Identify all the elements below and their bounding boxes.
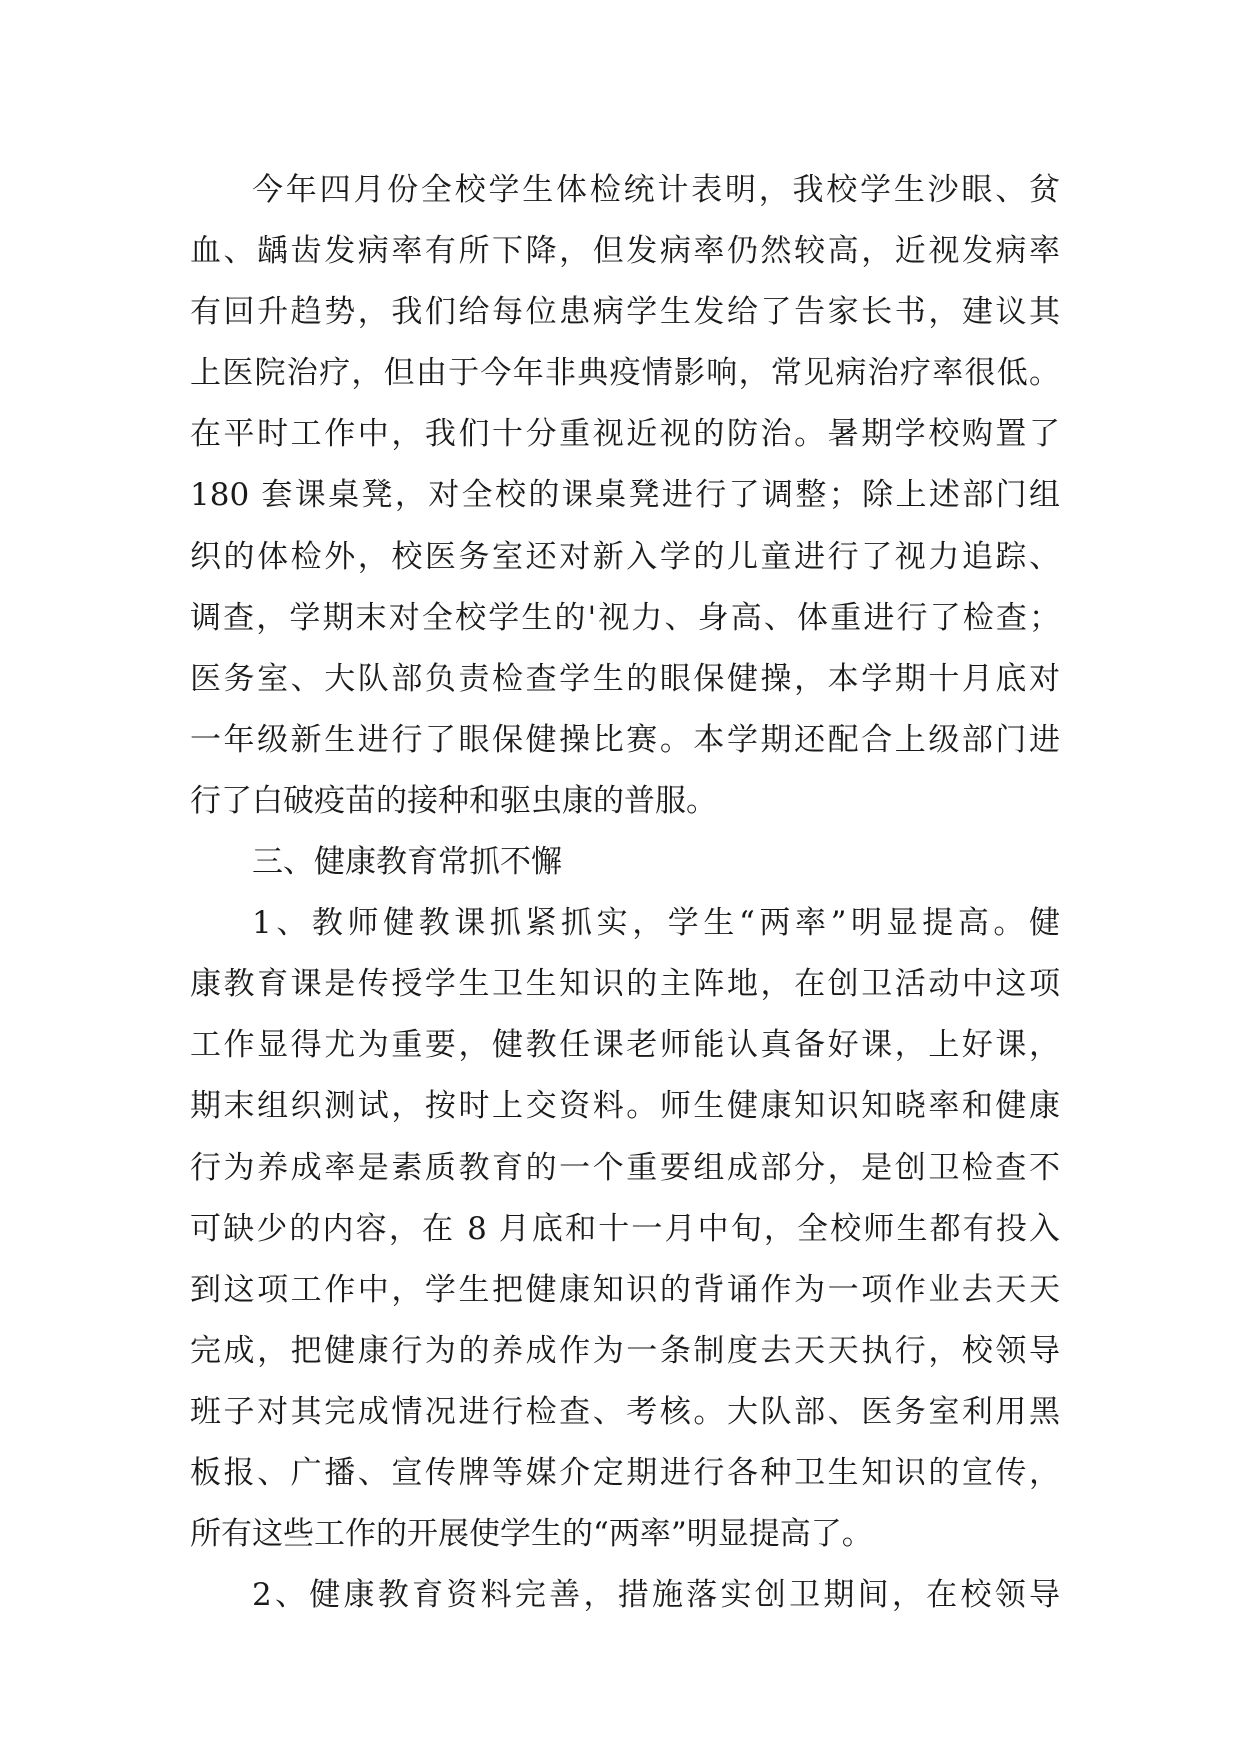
text-line: 一年级新生进行了眼保健操比赛。本学期还配合上级部门进 — [190, 721, 1060, 758]
text-line: 所有这些工作的开展使学生的“两率”明显提高了。 — [190, 1516, 873, 1553]
text-line: 2、健康教育资料完善，措施落实创卫期间，在校领导 — [252, 1577, 1060, 1614]
text-line: 期末组织测试，按时上交资料。师生健康知识知晓率和健康 — [190, 1088, 1060, 1125]
text-line: 行了白破疫苗的接种和驱虫康的普服。 — [190, 782, 717, 819]
text-line: 今年四月份全校学生体检统计表明，我校学生沙眼、贫 — [252, 172, 1060, 208]
text-line: 康教育课是传授学生卫生知识的主阵地，在创卫活动中这项 — [190, 966, 1060, 1003]
text-line: 有回升趋势，我们给每位患病学生发给了告家长书，建议其 — [190, 294, 1060, 331]
text-line: 板报、广播、宣传牌等媒介定期进行各种卫生知识的宣传， — [190, 1454, 1060, 1491]
text-line: 上医院治疗，但由于今年非典疫情影响，常见病治疗率很低。 — [190, 355, 1060, 392]
text-line: 调查，学期末对全校学生的'视力、身高、体重进行了检查； — [190, 599, 1060, 636]
text-line: 1、教师健教课抓紧抓实，学生“两率”明显提高。健 — [252, 905, 1060, 942]
text-line: 血、龋齿发病率有所下降，但发病率仍然较高，近视发病率 — [190, 233, 1060, 270]
text-line: 医务室、大队部负责检查学生的眼保健操，本学期十月底对 — [190, 660, 1060, 697]
text-line: 工作显得尤为重要，健教任课老师能认真备好课，上好课， — [190, 1027, 1060, 1064]
text-line: 行为养成率是素质教育的一个重要组成部分，是创卫检查不 — [190, 1149, 1060, 1186]
text-line: 到这项工作中，学生把健康知识的背诵作为一项作业去天天 — [190, 1271, 1060, 1308]
body-text — [190, 160, 1060, 1626]
text-line: 180 套课桌凳，对全校的课桌凳进行了调整；除上述部门组 — [190, 477, 1060, 514]
text-line: 在平时工作中，我们十分重视近视的防治。暑期学校购置了 — [190, 416, 1060, 453]
text-line: 完成，把健康行为的养成作为一条制度去天天执行，校领导 — [190, 1332, 1060, 1369]
text-line: 织的体检外，校医务室还对新入学的儿童进行了视力追踪、 — [190, 538, 1060, 575]
section-heading: 三、健康教育常抓不懈 — [252, 844, 562, 881]
text-line: 可缺少的内容，在 8 月底和十一月中旬，全校师生都有投入 — [190, 1210, 1060, 1247]
text-line: 班子对其完成情况进行检查、考核。大队部、医务室利用黑 — [190, 1393, 1060, 1430]
